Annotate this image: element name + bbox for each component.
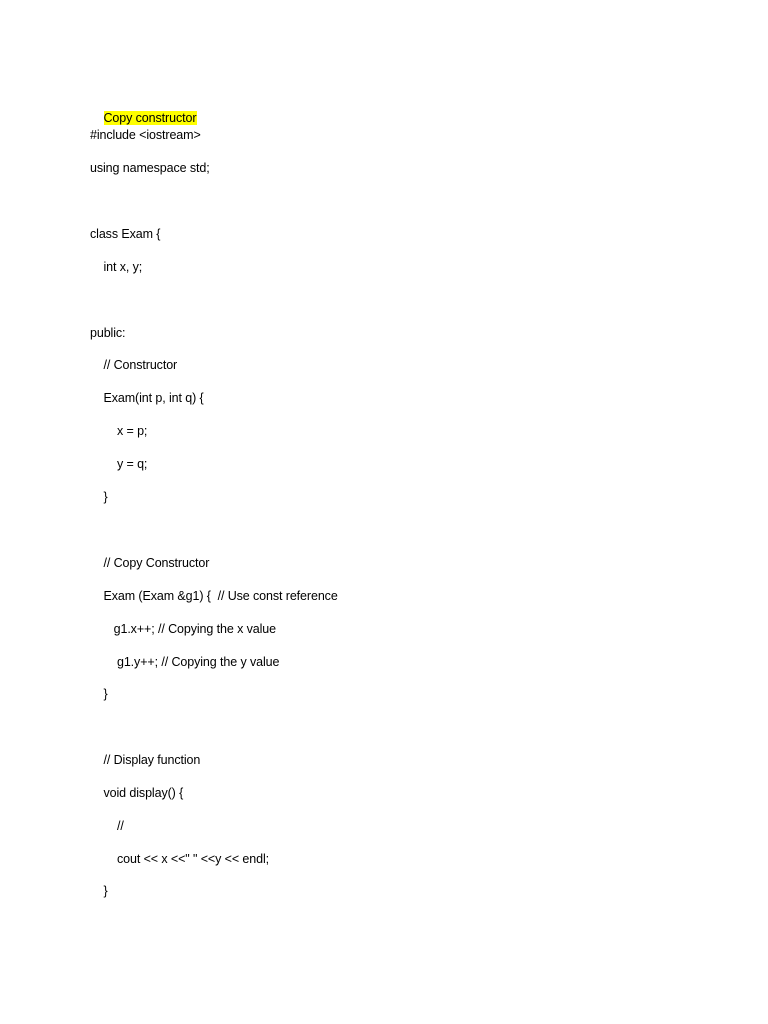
code-line-empty-comment: // xyxy=(90,819,124,833)
code-line-constructor: Exam(int p, int q) { xyxy=(90,391,204,405)
code-line-constructor-comment: // Constructor xyxy=(90,358,178,372)
code-line-namespace: using namespace std; xyxy=(90,161,210,175)
code-line-assign-y: y = q; xyxy=(90,457,148,471)
code-line-close-constructor: } xyxy=(90,490,108,504)
code-line-members: int x, y; xyxy=(90,260,143,274)
code-line-copy-constructor: Exam (Exam &g1) { // Use const reference xyxy=(90,589,338,603)
code-line-cout: cout << x <<" " <<y << endl; xyxy=(90,852,269,866)
code-line-display: void display() { xyxy=(90,786,184,800)
highlighted-heading: Copy constructor xyxy=(103,111,197,125)
code-line-class: class Exam { xyxy=(90,227,161,241)
code-line-close-display: } xyxy=(90,884,108,898)
code-line-close-copy: } xyxy=(90,687,108,701)
code-line-copy-comment: // Copy Constructor xyxy=(90,556,210,570)
code-line-public: public: xyxy=(90,326,126,340)
heading-line xyxy=(90,94,197,125)
code-line-display-comment: // Display function xyxy=(90,753,201,767)
code-line-assign-x: x = p; xyxy=(90,424,148,438)
code-line-include: #include <iostream> xyxy=(90,128,201,142)
code-line-copy-y: g1.y++; // Copying the y value xyxy=(90,655,280,669)
code-line-copy-x: g1.x++; // Copying the x value xyxy=(90,622,276,636)
